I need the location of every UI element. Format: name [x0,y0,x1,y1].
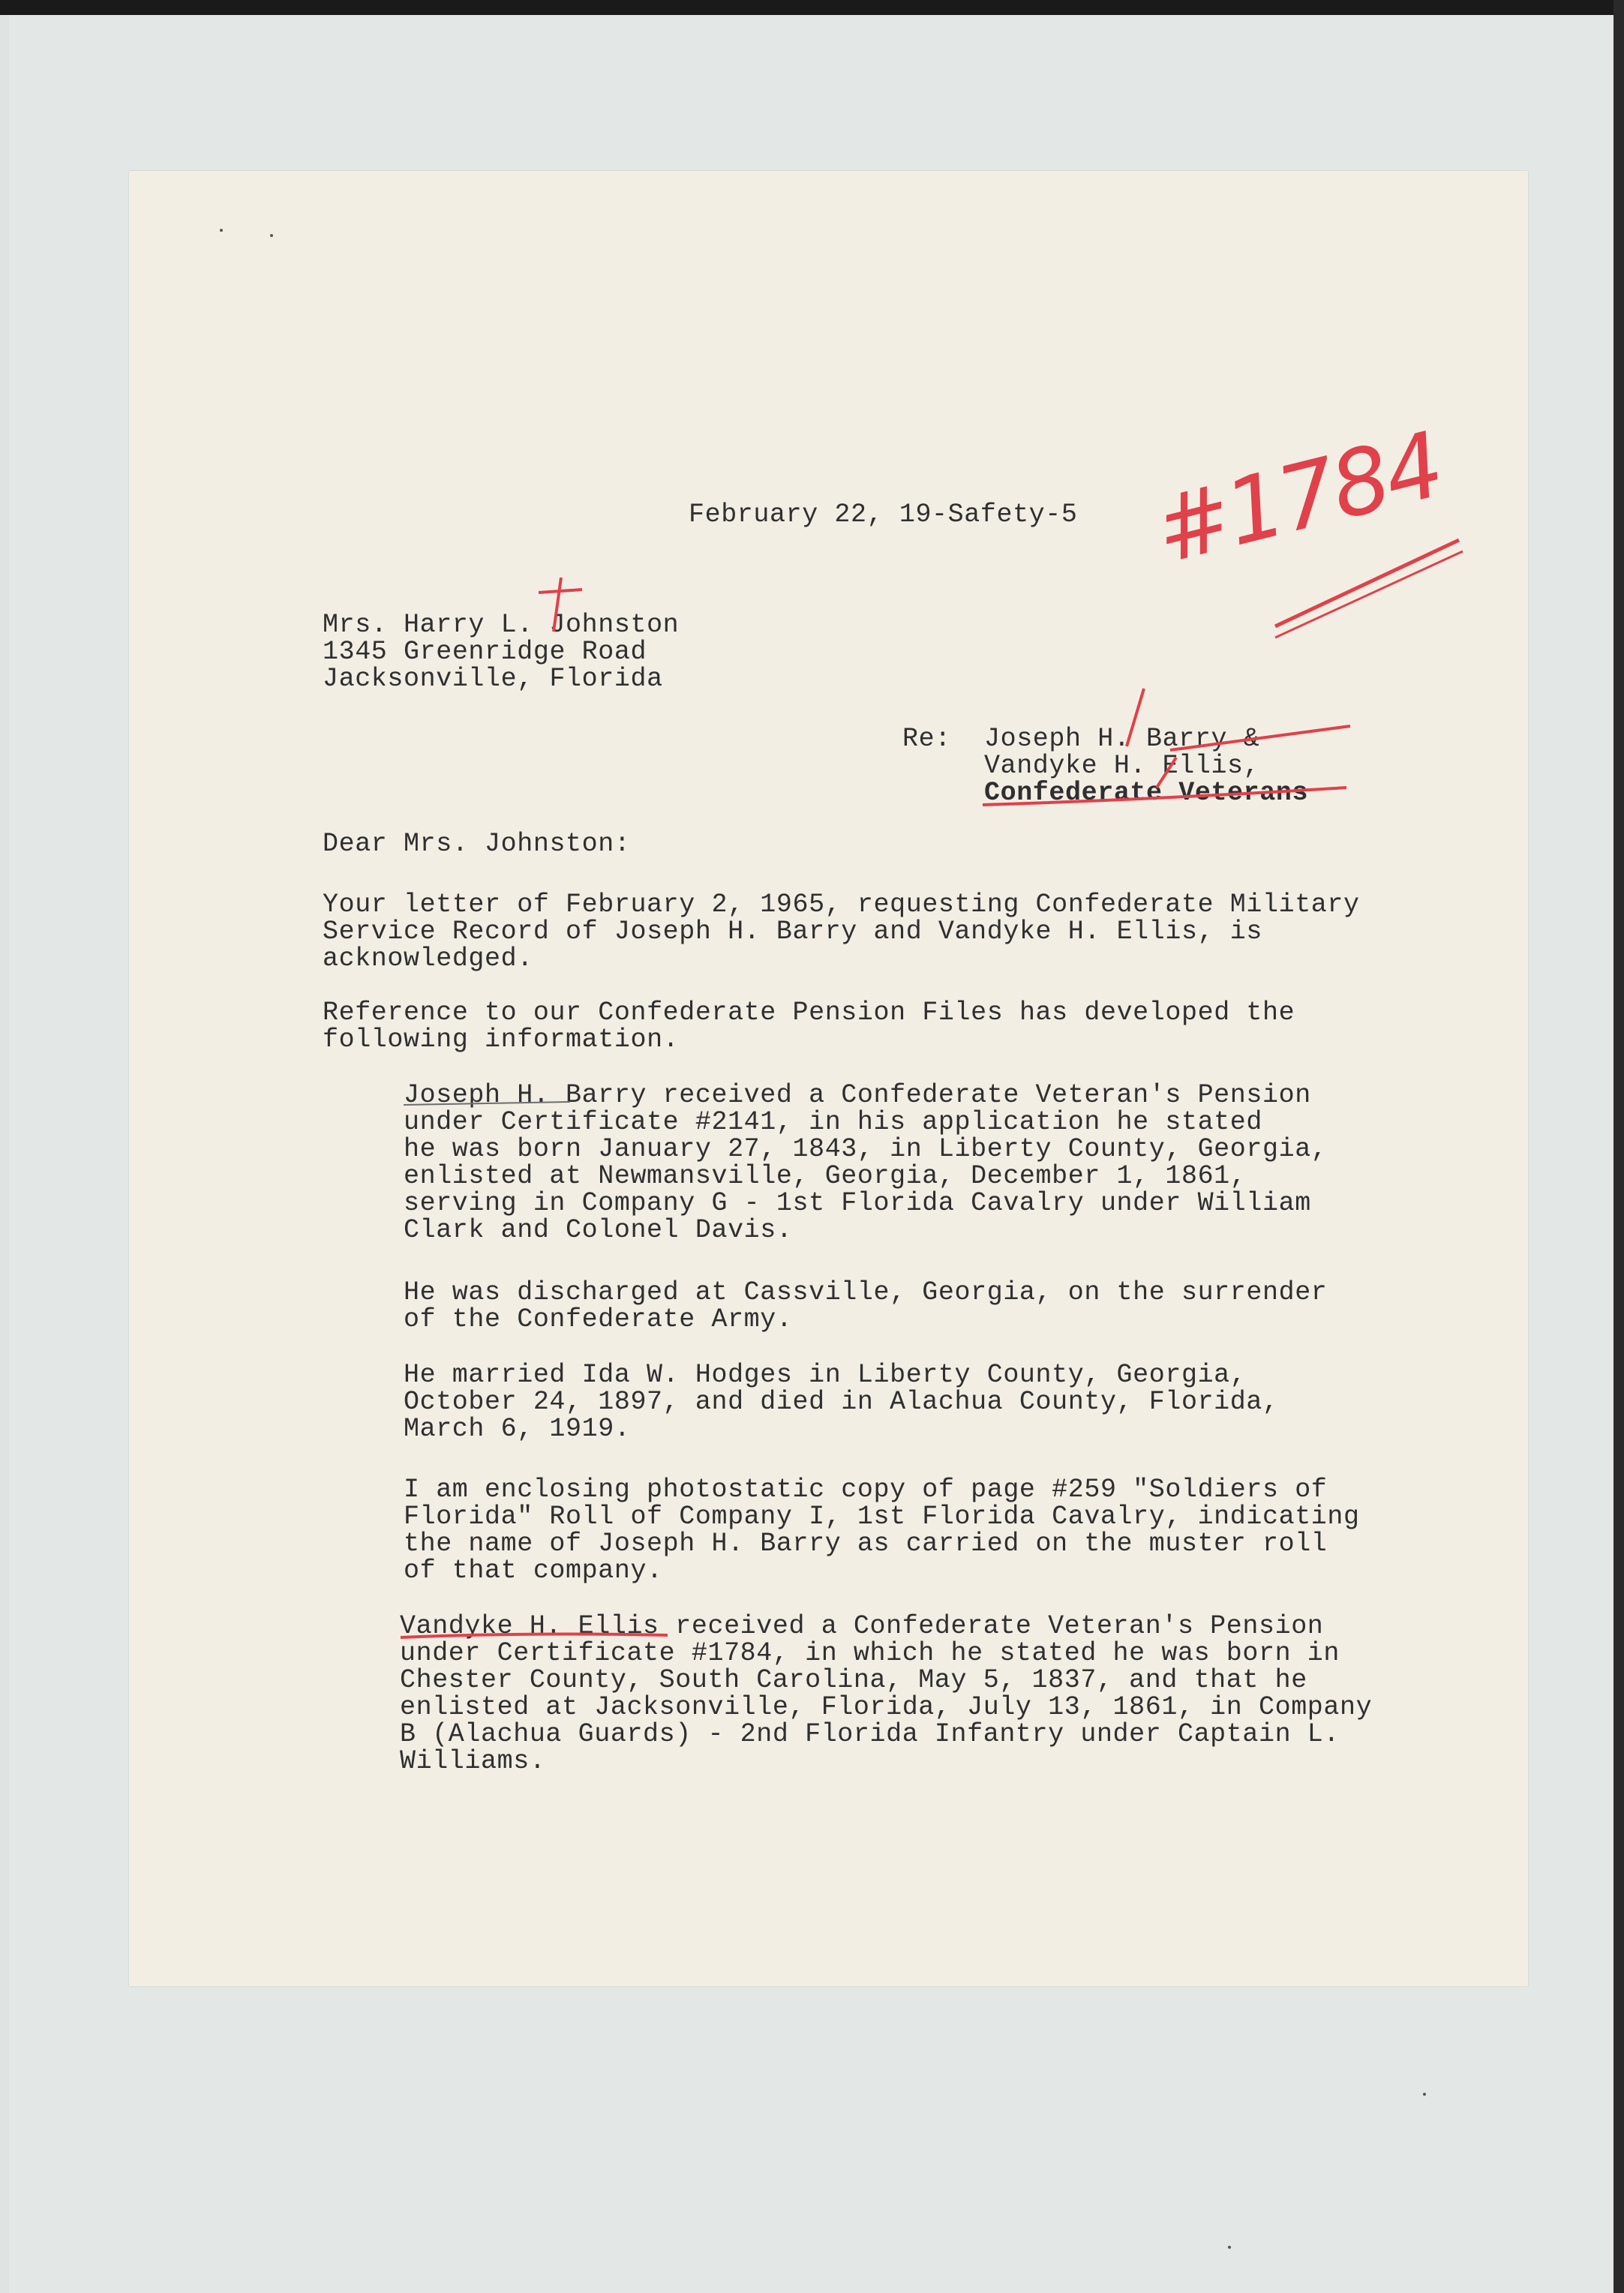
text-line: serving in Company G - 1st Florida Cavalry under William [404,1188,1311,1218]
text-line: October 24, 1897, and died in Alachua County, Florida, [404,1387,1279,1417]
recipient-line: Mrs. Harry L. Johnston [323,610,680,640]
text-line: He married Ida W. Hodges in Liberty County, Georgia, [404,1360,1247,1390]
scan-right-edge [1613,0,1624,2293]
text-line: Chester County, South Carolina, May 5, 1837, and that he [400,1665,1307,1695]
text-line: I am enclosing photostatic copy of page #259 "Soldiers of [404,1475,1328,1505]
text-line: Vandyke H. Ellis received a Confederate Veteran's Pension [400,1611,1324,1641]
text-line: March 6, 1919. [404,1414,631,1444]
scan-speck [1423,2093,1426,2096]
text-line: Williams. [400,1746,546,1776]
text-line: Reference to our Confederate Pension Files has developed the [323,998,1295,1028]
text-line: under Certificate #2141, in his application he stated [404,1107,1262,1137]
re-line: Joseph H. Barry & [984,724,1260,754]
text-line: Service Record of Joseph H. Barry and Vandyke H. Ellis, is [323,917,1262,947]
re-line: Vandyke H. Ellis, [984,751,1260,781]
text-line: enlisted at Newmansville, Georgia, December 1, 1861, [404,1161,1247,1191]
text-line: the name of Joseph H. Barry as carried on the muster roll [404,1529,1328,1559]
text-line: Joseph H. Barry received a Confederate Veteran's Pension [404,1080,1311,1110]
handwritten-file-number: #1784 [1145,413,1451,584]
text-line: enlisted at Jacksonville, Florida, July 13, 1861, in Company [400,1692,1373,1722]
text-line: he was born January 27, 1843, in Liberty County, Georgia, [404,1134,1328,1164]
scan-top-edge [0,0,1624,15]
text-line: under Certificate #1784, in which he stated he was born in [400,1638,1340,1668]
text-line: Clark and Colonel Davis. [404,1215,793,1245]
recipient-line: 1345 Greenridge Road [323,637,647,667]
text-line: Florida" Roll of Company I, 1st Florida Cavalry, indicating [404,1502,1360,1532]
text-line: acknowledged. [323,944,533,974]
scan-speck [1228,2246,1231,2249]
text-line: of that company. [404,1556,663,1586]
scan-speck [220,229,223,232]
text-line: of the Confederate Army. [404,1304,793,1334]
salutation: Dear Mrs. Johnston: [323,829,631,859]
scan-speck [270,234,273,237]
re-line: Confederate Veterans [984,778,1309,808]
text-line: following information. [323,1025,680,1055]
re-label: Re: [902,724,951,754]
text-line: He was discharged at Cassville, Georgia, on the surrender [404,1277,1328,1307]
recipient-line: Jacksonville, Florida [323,664,663,694]
text-line: B (Alachua Guards) - 2nd Florida Infantry under Captain L. [400,1719,1340,1749]
text-line: Your letter of February 2, 1965, requesting Confederate Military [323,890,1360,920]
letter-date: February 22, 19-Safety-5 [689,500,1078,530]
